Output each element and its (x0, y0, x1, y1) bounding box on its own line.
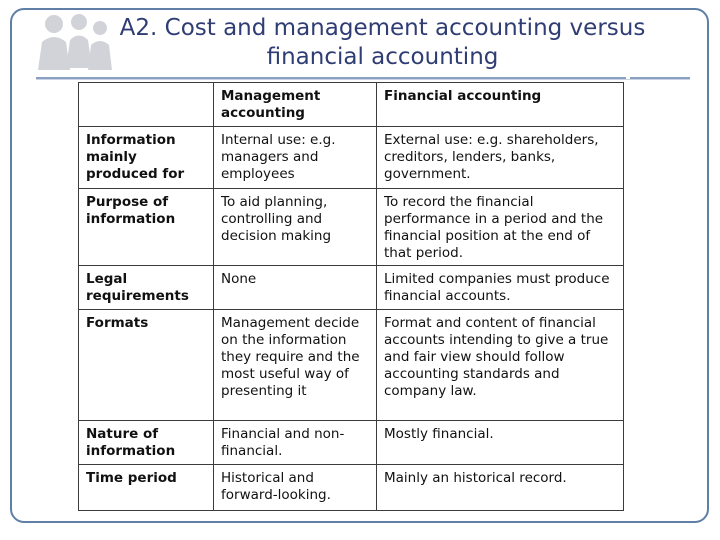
financial-cell: To record the financial performance in a period and the financial position at the end of that period. (377, 189, 624, 266)
table-row (79, 189, 624, 266)
title-line-2: financial accounting (266, 44, 499, 70)
financial-cell: Format and content of financial accounts intending to give a true and fair view should follow accounting standards and company law. (377, 310, 624, 421)
comparison-table (78, 82, 624, 511)
row-label: Nature of information (79, 421, 214, 465)
table-row (79, 310, 624, 421)
management-cell: Financial and non-financial. (214, 421, 377, 465)
management-cell: Management decide on the information they require and the most useful way of presenting it (214, 310, 377, 421)
table-row (79, 127, 624, 189)
table-row (79, 465, 624, 511)
management-cell: To aid planning, controlling and decision making (214, 189, 377, 266)
header-financial-accounting: Financial accounting (377, 83, 624, 127)
financial-cell: Limited companies must produce financial accounts. (377, 266, 624, 310)
header-corner-cell (79, 83, 214, 127)
management-cell: None (214, 266, 377, 310)
financial-cell: External use: e.g. shareholders, creditors, lenders, banks, government. (377, 127, 624, 189)
table-row (79, 266, 624, 310)
header-management-accounting: Management accounting (214, 83, 377, 127)
row-label: Legal requirements (79, 266, 214, 310)
slide-title (80, 14, 685, 72)
financial-cell: Mostly financial. (377, 421, 624, 465)
title-line-1: A2. Cost and management accounting versus (119, 15, 646, 41)
row-label: Formats (79, 310, 214, 421)
management-cell: Historical and forward-looking. (214, 465, 377, 511)
financial-cell: Mainly an historical record. (377, 465, 624, 511)
row-label: Information mainly produced for (79, 127, 214, 189)
table-header-row (79, 83, 624, 127)
title-divider-shadow (36, 79, 690, 80)
management-cell: Internal use: e.g. managers and employees (214, 127, 377, 189)
row-label: Purpose of information (79, 189, 214, 266)
row-label: Time period (79, 465, 214, 511)
table-row (79, 421, 624, 465)
